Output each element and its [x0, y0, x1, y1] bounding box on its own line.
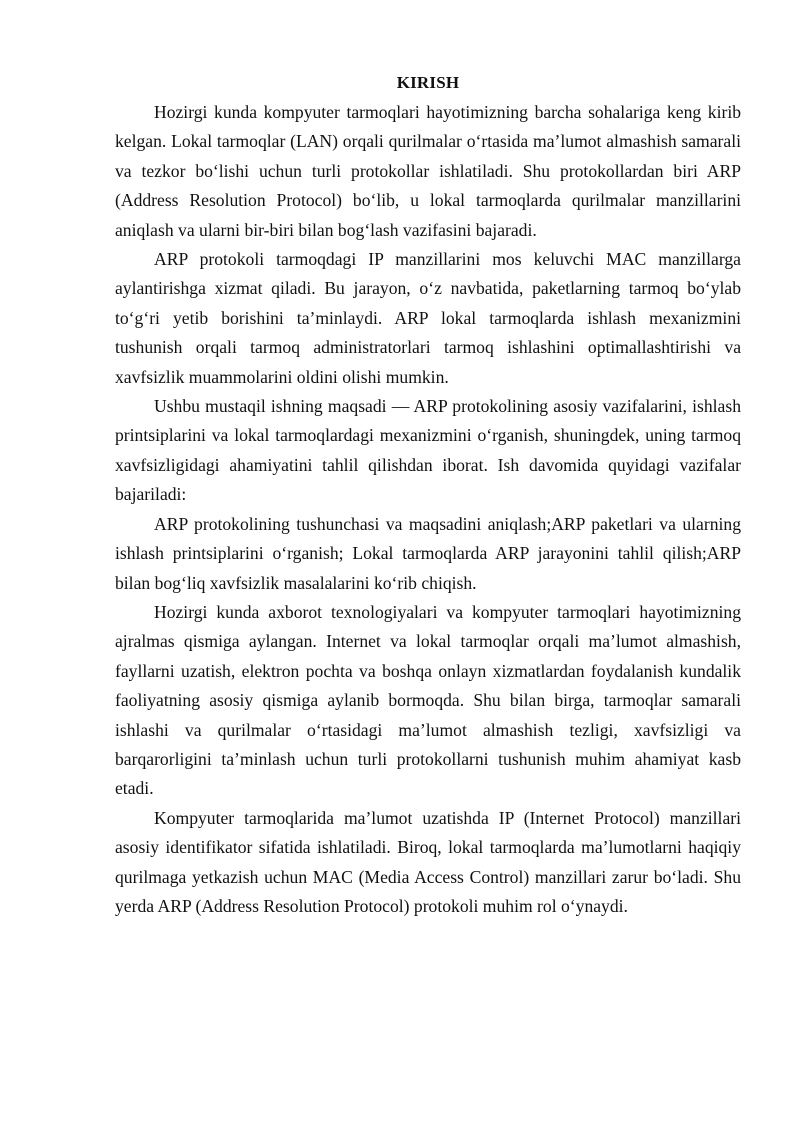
paragraph-2: ARP protokoli tarmoqdagi IP manzillarini mos keluvchi MAC manzillarga aylantirishga xizmat qiladi. Bu jarayon, o‘z navbatida, paketlarning tarmoq bo‘ylab to‘g‘ri yetib borishini ta’minlaydi. ARP lokal tarmoqlarda ishlash mexanizmini tushunish orqali tarmoq administratorlari tarmoq ishlashini optimallashtirishi va xavfsizlik muammolarini oldini olishi mumkin.: [115, 249, 741, 387]
document-title: KIRISH: [396, 73, 460, 92]
paragraph-1: Hozirgi kunda kompyuter tarmoqlari hayotimizning barcha sohalariga keng kirib kelgan. Lokal tarmoqlar (LAN) orqali qurilmalar o‘rtasida ma’lumot almashish samarali va tezkor bo‘lishi uchun turli protokollar ishlatiladi. Shu protokollardan biri ARP (Address Resolution Protocol) bo‘lib, u lokal tarmoqlarda qurilmalar manzillarini aniqlash va ularni bir-biri bilan bog‘lash vazifasini bajaradi.: [115, 102, 741, 240]
paragraph-4: ARP protokolining tushunchasi va maqsadini aniqlash;ARP paketlari va ularning ishlash printsiplarini o‘rganish; Lokal tarmoqlarda ARP jarayonini tahlil qilish;ARP bilan bog‘liq xavfsizlik masalalarini ko‘rib chiqish.: [115, 513, 741, 593]
paragraph-6: Kompyuter tarmoqlarida ma’lumot uzatishda IP (Internet Protocol) manzillari asosiy identifikator sifatida ishlatiladi. Biroq, lokal tarmoqlarda ma’lumotlarni haqiqiy qurilmaga yetkazish uchun MAC (Media Access Control) manzillari zarur bo‘ladi. Shu yerda ARP (Address Resolution Protocol) protokoli muhim rol o‘ynaydi.: [115, 807, 741, 916]
paragraph-3: Ushbu mustaqil ishning maqsadi — ARP protokolining asosiy vazifalarini, ishlash printsiplarini va lokal tarmoqlardagi mexanizmini o‘rganish, shuningdek, uning tarmoq xavfsizligidagi ahamiyatini tahlil qilishdan iborat. Ish davomida quyidagi vazifalar bajariladi:: [115, 396, 741, 505]
paragraph-5: Hozirgi kunda axborot texnologiyalari va kompyuter tarmoqlari hayotimizning ajralmas qismiga aylangan. Internet va lokal tarmoqlar orqali ma’lumot almashish, fayllarni uzatish, elektron pochta va boshqa onlayn xizmatlardan foydalanish kundalik faoliyatning asosiy qismiga aylanib bormoqda. Shu bilan birga, tarmoqlar samarali ishlashi va qurilmalar o‘rtasidagi ma’lumot almashish tezligi, xavfsizligi va barqarorligini ta’minlash uchun turli protokollarni tushunish muhim ahamiyat kasb etadi.: [115, 601, 741, 799]
document-page: [115, 72, 741, 921]
